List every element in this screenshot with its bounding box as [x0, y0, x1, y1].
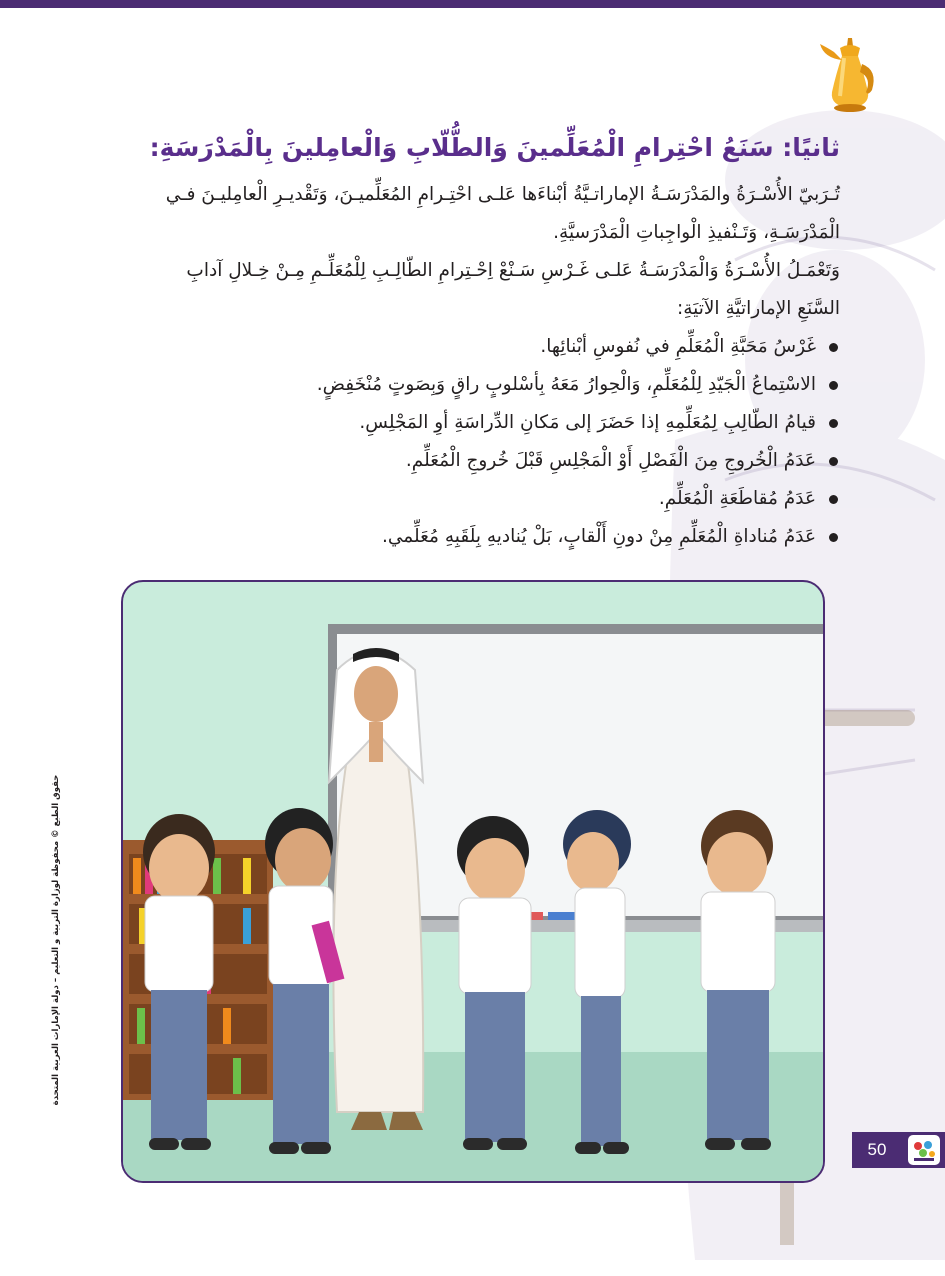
list-item: قيامُ الطّالِبِ لِمُعَلِّمِهِ إذا حَضَرَ إلى مَكانِ الدِّراسَةِ أوِ المَجْلِسِ.: [100, 404, 840, 442]
bullet-icon: [829, 495, 838, 504]
copyright-text: حقوق الطبع © محفوظة لوزارة التربية و التعليم – دولة الإمارات العربية المتحدة: [51, 774, 61, 1106]
classroom-scene: [123, 582, 825, 1183]
lesson-content: [100, 128, 840, 556]
bullet-icon: [829, 419, 838, 428]
list-item: الاسْتِماعُ الْجَيّدِ لِلْمُعَلِّمِ، وَالْحِوارُ مَعَهُ بِأسْلوبٍ راقٍ وَبِصَوتٍ مُنْخَفِضٍ.: [100, 366, 840, 404]
bullet-icon: [829, 381, 838, 390]
list-item: عَدَمُ مُقاطَعَةِ الْمُعَلِّمِ.: [100, 480, 840, 518]
bullet-icon: [829, 533, 838, 542]
dallah-coffee-pot-icon: [818, 34, 882, 114]
page-number: 50: [867, 1140, 887, 1159]
bullet-icon: [829, 457, 838, 466]
list-item: عَدَمُ الْخُروجِ مِنَ الْفَصْلِ أَوْ الْمَجْلِسِ قَبْلَ خُروجِ الْمُعَلِّمِ.: [100, 442, 840, 480]
bullet-icon: [829, 343, 838, 352]
paragraph-1-line-1: تُـرَبيّ الأُسْـرَةُ والمَدْرَسَـةُ الإماراتـيَّةُ أبْناءَها عَلـى احْتِـرامِ المُعَلِّميـنَ، وَتَقْديـرِ الْعامِليـنَ فـي: [165, 184, 840, 205]
classroom-illustration: [121, 580, 825, 1183]
paragraph-2-line-1: وَتَعْمَـلُ الأُسْـرَةُ وَالْمَدْرَسَـةُ عَلـى غَـرْسِ سَـنْعْ اِحْـتِرامِ الطّالِـبِ لِلْمُعَلِّـمِ مِـنْ خِـلالِ آدابِ: [186, 260, 840, 281]
page-number-tab: [852, 1132, 945, 1168]
etiquette-list: [100, 328, 840, 556]
paragraph-1-line-2: الْمَدْرَسَـةِ، وَتَـنْفيذِ الْواجِباتِ الْمَدْرَسيَّةِ.: [553, 222, 840, 243]
copyright-side-note: [48, 774, 64, 1106]
section-heading: ثانيًا: سَنَعُ احْتِرامِ الْمُعَلِّمينَ وَالطُّلّابِ وَالْعامِلينَ بِالْمَدْرَسَةِ:: [149, 133, 840, 162]
paragraph-2: [100, 252, 840, 328]
top-band: [0, 0, 945, 8]
curriculum-logo-icon: [908, 1135, 940, 1165]
list-item: عَدَمُ مُناداةِ الْمُعَلِّمِ مِنْ دونِ أَلْقابٍ، بَلْ يُناديهِ بِلَقَبِهِ مُعَلِّمي.: [100, 518, 840, 556]
paragraph-2-line-2: السَّنَعِ الإماراتيَّةِ الآتيَةِ:: [676, 298, 840, 319]
teacher-figure: [329, 648, 423, 1130]
list-item: غَرْسُ مَحَبَّةِ الْمُعَلِّمِ في نُفوسِ أبْنائِها.: [100, 328, 840, 366]
paragraph-1: [100, 176, 840, 252]
